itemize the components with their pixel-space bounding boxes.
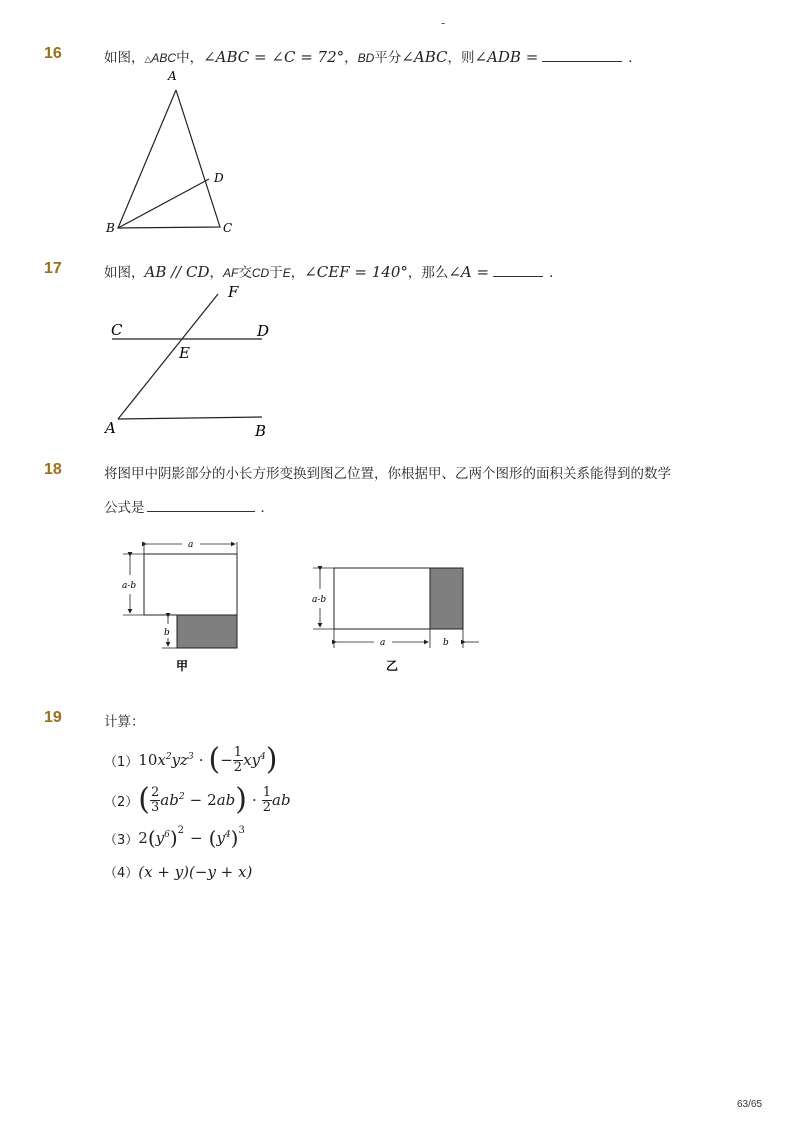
q18-line2 [104,496,274,516]
q16-triangle-name: ABC [151,51,177,65]
q17-angle: ∠CEF = 140° [304,263,408,281]
q17-comma2: ， [290,265,305,281]
page-number: 63/65 [737,1099,763,1110]
jia-label-a: a [188,540,194,550]
label-f: F [228,283,239,301]
q19-item-2: （2） ( $\frac{2}{3}$ $ab^2$ − 2 ab ) · $\frac{1}{2}$ ab [104,782,291,817]
question-number-16: 16 [44,45,62,62]
q16-angle-abc: ∠ABC [401,48,448,66]
label-c: C [111,321,123,339]
q19-item-4 [104,862,252,881]
line-ab [118,417,262,419]
q19-title: 计算： [104,714,145,730]
label-d: D [257,322,270,340]
yi-shaded-rect [430,568,463,629]
q16-end: ． [628,50,642,66]
q19-item-1-label: （1） [104,754,139,770]
label-e: E [179,344,190,362]
q16-condition: ∠ABC = ∠C = 72° [203,48,345,66]
label-d: D [214,171,224,185]
q18-figure-jia [118,532,248,680]
q17-answer-blank[interactable] [493,276,543,277]
q19-item-1: （1） 10 $x^2yz^3$ · ( − $\frac{1}{2}$ $xy^4$ ) [104,742,278,777]
q19-item-4-label: （4） [104,866,139,881]
label-c: C [223,221,233,235]
jia-caption: 甲 [176,659,189,673]
q19-item-4-expr: (x + y)(−y + x) [138,863,253,881]
jia-label-b: b [164,628,170,638]
q16-stem [104,46,642,66]
q18-formula-label: 公式是 [104,500,145,516]
line-af [118,294,218,419]
q16-ask: ∠ADB = [474,48,539,66]
jia-label-a-minus-b: a-b [122,581,137,591]
label-a: A [168,69,177,83]
q16-triangle-figure [100,66,240,238]
q16-comma: ， [344,50,358,66]
q18-end: ． [260,500,274,516]
yi-label-a-minus-b: a-b [312,595,327,605]
q19-item-2-label: （2） [104,794,139,810]
triangle-abc [118,90,220,228]
question-number-17: 17 [44,260,62,277]
q17-parallel: AB // CD [144,263,210,281]
question-number-19: 19 [44,709,62,726]
q17-stem [104,261,563,281]
q17-prefix: 如图， [104,265,145,281]
q16-bd: BD [357,51,375,65]
jia-top-rect [144,554,237,615]
q17-af: AF [223,266,239,280]
q16-then: ，则 [447,50,475,66]
jia-shaded-rect [177,615,237,648]
q16-prefix: 如图， [104,50,145,66]
q16-middle: 中， [176,50,204,66]
q16-answer-blank[interactable] [542,61,622,62]
q17-end: ． [549,265,563,281]
q19-item-1-fraction: $\frac{1}{2}$ [233,744,243,775]
yi-label-a: a [380,638,386,648]
yi-white-rect [334,568,430,629]
q18-line1: 将图甲中阴影部分的小长方形变换到图乙位置，你根据甲、乙两个图形的面积关系能得到的数学 [104,466,671,482]
question-number-18: 18 [44,461,62,478]
yi-label-b: b [443,638,449,648]
triangle-symbol: △ [144,55,152,65]
q19-item-3-coef: 2 [138,829,148,847]
q16-bisect: 平分 [374,50,402,66]
yi-caption: 乙 [386,659,399,673]
q17-then: ，那么 [407,265,449,281]
label-b: B [255,422,267,440]
q17-ask: ∠A = [448,263,490,281]
q19-item-1-coef: 10 [138,751,158,769]
q18-figure-yi [308,555,483,680]
label-b: B [106,221,115,235]
q18-answer-blank[interactable] [147,511,255,512]
q17-comma1: ， [209,265,224,281]
q17-cd: CD [251,266,270,280]
q19-item-2-fraction-a: $\frac{2}{3}$ [151,784,160,815]
q17-parallel-figure [100,280,280,440]
header-mark: - [441,16,446,30]
q17-cross: 交 [238,265,252,281]
q19-item-2-fraction-b: $\frac{1}{2}$ [262,784,272,815]
q17-e: E [282,266,291,280]
q17-at: 于 [269,265,283,281]
label-a: A [105,419,116,437]
q19-item-3-label: （3） [104,832,139,848]
q19-item-3: （3） 2 ( $y^6$ ) $^2$ − ( $y^4$ ) $^3$ [104,825,245,850]
segment-bd [118,179,209,228]
